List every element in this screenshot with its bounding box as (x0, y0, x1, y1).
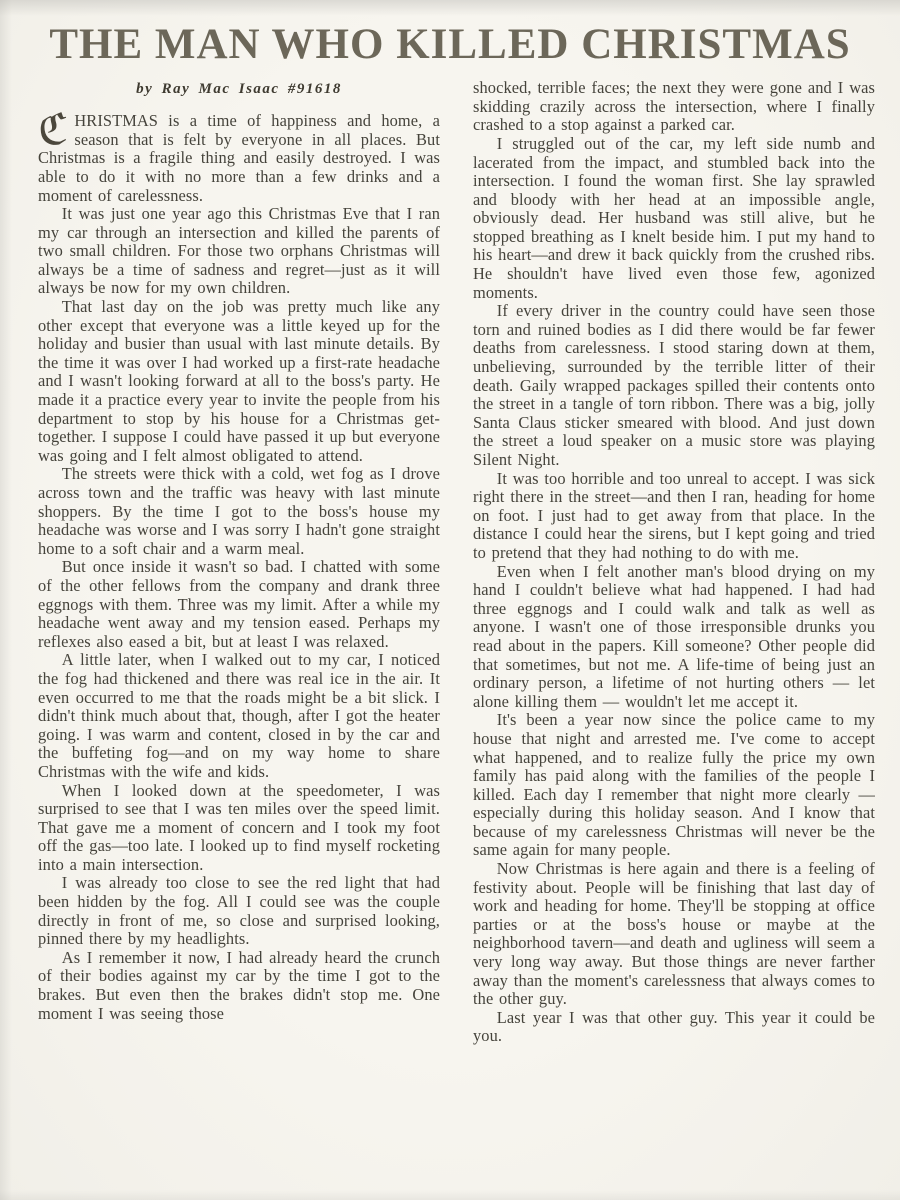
paragraph-lead (38, 105, 440, 205)
page-title: THE MAN WHO KILLED CHRISTMAS (49, 21, 851, 68)
paragraph: When I looked down at the speedometer, I was surprised to see that I was ten miles over the speed limit. That gave me a moment of concern and I took my foot off the gas—too late. I looked up to find myself rocketing into a main intersection. (38, 780, 440, 874)
paragraph: If every driver in the country could have seen those torn and ruined bodies as I did there would be far fewer deaths from carelessness. I stood staring down at them, unbelieving, surrounded by the terrible litter of their death. Gaily wrapped packages spilled their contents onto the street in a tangle of torn ribbon. There was a big, jolly Santa Claus sticker smeared with blood. And just down the street a loud speaker on a music store was playing Silent Night. (473, 301, 875, 470)
paragraph: It's been a year now since the police came to my house that night and arrested me. I've come to accept what happened, and to realize fully the price my own family has paid along with the families of the people I killed. Each day I remember that night more clearly — especially during this holiday season. And I know that because of my carelessness Christmas will never be the same again for many people. (473, 710, 875, 860)
paragraph: The streets were thick with a cold, wet fog as I drove across town and the traffic was heavy with last minute shoppers. By the time I got to the boss's house my headache was worse and I was sorry I hadn't gone straight home to a soft chair and a warm meal. (38, 464, 440, 558)
paragraph: That last day on the job was pretty much like any other except that everyone was a little keyed up for the holiday and busier than usual with last minute details. By the time it was over I had worked up a first-rate headache and I wasn't looking forward at all to the boss's party. He made it a practice every year to invite the people from his department to stop by his house for a Christmas get-together. I suppose I could have passed it up but everyone was going and I felt almost obligated to attend. (38, 297, 440, 465)
byline: by Ray Mac Isaac #91618 (136, 81, 342, 98)
paragraph: Even when I felt another man's blood drying on my hand I couldn't believe what had happened. I had had three eggnogs and I could walk and talk as well as anyone. I wasn't one of those irresponsible drunks you read about in the papers. Kill someone? Other people did that sometimes, but not me. A life-time of being just an ordinary person, a lifetime of not hurting others — let alone killing them — wouldn't let me accept it. (473, 561, 875, 711)
paragraph-lead-text: HRISTMAS is a time of happiness and home, a season that is felt by everyone in all places. But Christmas is a fragile thing and easily destroyed. I was able to do it with no more than a few drinks and a moment of carelessness. (38, 111, 440, 205)
paragraph: It was too horrible and too unreal to accept. I was sick right there in the street—and then I ran, heading for home on foot. I just had to get away from that place. In the distance I could hear the sirens, but I kept going and tried to pretend that they had nothing to do with me. (473, 468, 875, 562)
paragraph: Now Christmas is here again and there is a feeling of festivity about. People will be finishing that last day of work and heading for home. They'll be stopping at office parties or at the boss's house or maybe at the neighborhood tavern—and death and ugliness will seem a very long way away. But those things are never farther away than the moment's carelessness that always comes to the other guy. (473, 859, 875, 1009)
right-column (473, 79, 875, 1046)
article-body (0, 67, 900, 1046)
left-column (38, 79, 440, 1046)
paragraph: A little later, when I walked out to my car, I noticed the fog had thickened and there was real ice in the air. It even occurred to me that the roads might be a bit slick. I didn't think much about that, though, after I got the heater going. I was warm and content, closed in by the car and the buffeting fog—and on my way home to share Christmas with the wife and kids. (38, 650, 440, 781)
paragraph: As I remember it now, I had already heard the crunch of their bodies against my car by the time I got to the brakes. But even then the brakes didn't stop me. One moment I was seeing those (38, 947, 440, 1023)
paragraph: I was already too close to see the red light that had been hidden by the fog. All I could see was the couple directly in front of me, so close and surprised looking, pinned there by my headlights. (38, 873, 440, 949)
drop-cap-letter: ℭ (38, 105, 69, 156)
paragraph-continuation: shocked, terrible faces; the next they were gone and I was skidding crazily across the intersection, where I finally crashed to a stop against a parked car. (473, 78, 875, 135)
paragraph: But once inside it wasn't so bad. I chatted with some of the other fellows from the company and drank three eggnogs with them. Three was my limit. After a while my headache went away and my tension eased. Perhaps my reflexes also eased a bit, but at least I was relaxed. (38, 557, 440, 651)
paragraph: It was just one year ago this Christmas Eve that I ran my car through an intersection and killed the parents of two small children. For those two orphans Christmas will always be a time of sadness and regret—just as it will always be now for my own children. (38, 204, 440, 298)
paragraph: Last year I was that other guy. This year it could be you. (473, 1007, 875, 1046)
paragraph: I struggled out of the car, my left side numb and lacerated from the impact, and stumbled back into the intersection. I found the woman first. She lay sprawled and bloody with her head at an impossible angle, obviously dead. Her husband was still alive, but he stopped breathing as I knelt beside him. I put my hand to his heart—and drew it back quickly from the crushed ribs. He shouldn't have lived even those few, agonized moments. (473, 133, 875, 302)
